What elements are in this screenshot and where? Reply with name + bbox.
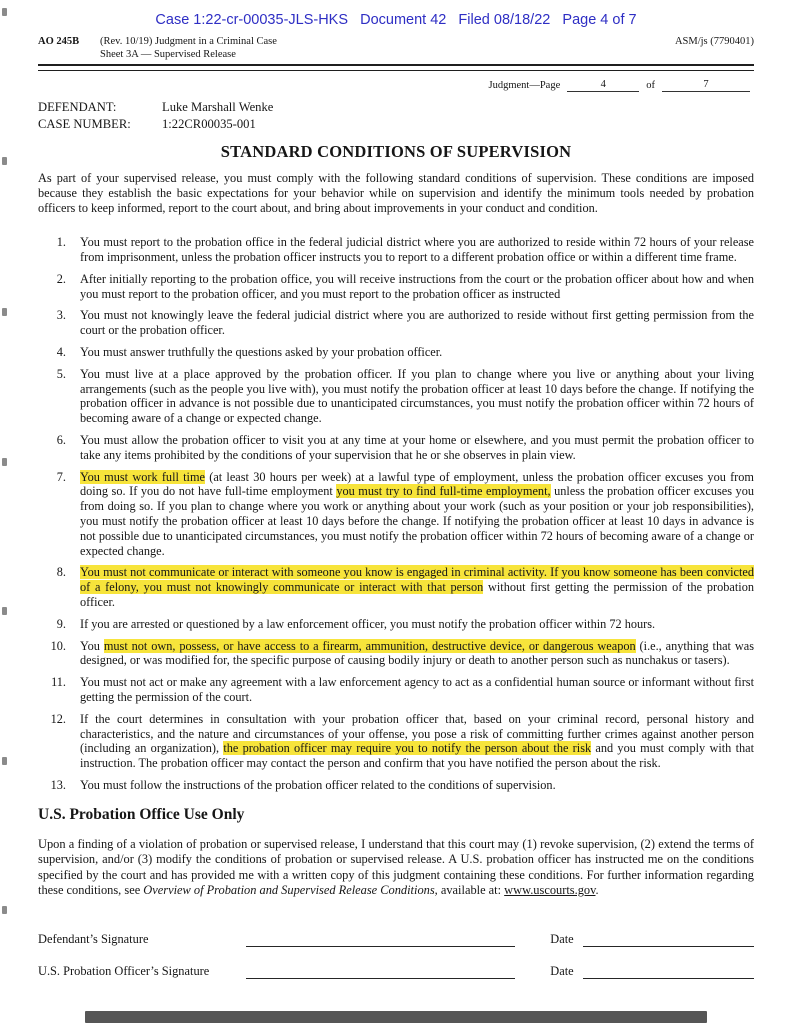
condition-text: [80, 308, 754, 338]
condition-text: [80, 712, 754, 771]
ecf-filing-stamp: Case 1:22-cr-00035-JLS-HKS Document 42 Filed 08/18/22 Page 4 of 7: [155, 12, 637, 28]
highlighted-text: You must work full time: [80, 469, 205, 484]
condition-text: [80, 235, 754, 265]
highlighted-text: the probation officer may require you to notify the person about the risk: [223, 741, 592, 756]
conditions-list: [38, 235, 754, 793]
page-title: STANDARD CONDITIONS OF SUPERVISION: [220, 142, 572, 161]
text-segment: You: [80, 638, 104, 653]
text-segment: .: [595, 883, 599, 898]
text-segment: Upon a finding of a violation of probation or supervised release, I understand that this court may (1) revoke supervision, (2) extend the terms of supervision, and/or (3) modify the conditions of probation or supervised release. A U.S. probation officer has instructed me on the conditions specified by the court and has provided me with a written copy of this judgment containing these conditions. For further information regarding these conditions, see: [38, 836, 754, 898]
scan-artifact: [2, 458, 7, 466]
condition-item: [38, 617, 754, 632]
date-line: [583, 965, 754, 979]
text-segment: (i.e., anything that was designed, or was modified for, the specific purpose of causing bodily injury or death to another person such as nunchakus or tasers).: [80, 638, 754, 668]
date-label: Date: [550, 963, 574, 978]
defendant-signature-row: [38, 932, 754, 947]
scan-artifact: [2, 8, 7, 16]
condition-item: [38, 272, 754, 302]
condition-text: [80, 675, 754, 705]
condition-item: [38, 433, 754, 463]
condition-number: 9.: [56, 616, 66, 631]
case-number-label: CASE NUMBER:: [38, 117, 131, 131]
condition-text: [80, 433, 754, 463]
form-number: AO 245B: [38, 36, 80, 47]
text-segment: You must follow the instructions of the probation officer related to the conditions of supervision.: [80, 777, 556, 792]
condition-item: [38, 565, 754, 609]
condition-number: 6.: [56, 433, 66, 448]
condition-number: 4.: [56, 345, 66, 360]
condition-text: [80, 272, 754, 302]
probation-office-paragraph: [38, 837, 754, 899]
scan-artifact: [2, 157, 7, 165]
header-divider: [38, 64, 754, 71]
condition-text: [80, 778, 754, 793]
condition-item: [38, 367, 754, 426]
condition-number: 12.: [50, 711, 66, 726]
condition-number: 5.: [56, 366, 66, 381]
form-header: [38, 35, 754, 61]
condition-number: 11.: [51, 675, 66, 690]
text-segment: (at least 30 hours per week) at a lawful type of employment, unless the probation officer excuses you from doing so. If you do not have full-time employment: [80, 469, 754, 499]
signature-label: Defendant’s Signature: [38, 931, 149, 946]
text-segment: You must not act or make any agreement with a law enforcement agency to act as a confidential human source or informant without first getting the permission of the court.: [80, 675, 754, 704]
text-segment: You must report to the probation office in the federal judicial district where you are authorized to reside within 72 hours of your release from imprisonment, unless the probation officer instructs you to report to a different probation office or within a different time frame.: [80, 235, 754, 265]
highlighted-text: you must try to find full-time employment,: [336, 484, 551, 499]
condition-item: [38, 308, 754, 338]
condition-text: [80, 367, 754, 426]
condition-number: 2.: [56, 271, 66, 286]
condition-text: [80, 470, 754, 559]
text-segment: After initially reporting to the probation office, you will receive instructions from the court or the probation officer about how and when you must report to the probation officer, and you must report to the probation officer as instructed: [80, 271, 754, 301]
text-segment: You must not knowingly leave the federal judicial district where you are authorized to reside without first getting permission from the court or the probation officer.: [80, 308, 754, 338]
condition-item: [38, 470, 754, 559]
case-info: [38, 99, 754, 133]
scanner-edge-bar: [85, 1011, 707, 1023]
form-sheet-line: Sheet 3A — Supervised Release: [100, 49, 236, 60]
condition-number: 7.: [56, 469, 66, 484]
condition-item: [38, 345, 754, 360]
scan-artifact: [2, 308, 7, 316]
scan-artifact: [2, 757, 7, 765]
condition-number: 10.: [50, 638, 66, 653]
condition-item: [38, 235, 754, 265]
text-segment: Overview of Probation and Supervised Release Conditions,: [143, 883, 438, 898]
signature-line: [246, 933, 515, 947]
text-segment: You must answer truthfully the questions asked by your probation officer.: [80, 345, 443, 360]
judgment-page-number: 4: [567, 78, 639, 92]
form-description: [100, 35, 675, 61]
intro-paragraph: As part of your supervised release, you must comply with the following standard conditions of supervision. These conditions are imposed because they establish the basic expectations for your behavior while on supervision and identify the minimum tools needed by probation officers to keep informed, report to the court about, and bring about improvements in your conduct and condition.: [38, 171, 754, 216]
condition-number: 3.: [56, 308, 66, 323]
text-segment: You must live at a place approved by the probation officer. If you plan to change where you live or anything about your living arrangements (such as the people you live with), you must notify the probation officer at least 10 days before the change. If notifying the probation officer in advance is not possible due to unanticipated circumstances, you must notify the probation officer within 72 hours of becoming aware of a change or expected change.: [80, 366, 754, 426]
text-segment: You must allow the probation officer to visit you at any time at your home or elsewhere, and you must permit the probation officer to take any items prohibited by the conditions of your supervision that he or she observes in plain view.: [80, 433, 754, 462]
condition-item: [38, 675, 754, 705]
condition-item: [38, 778, 754, 793]
officer-signature-row: [38, 964, 754, 979]
scan-artifact: [2, 906, 7, 914]
condition-item: [38, 639, 754, 669]
condition-number: 8.: [56, 565, 66, 580]
defendant-name: Luke Marshall Wenke: [162, 100, 274, 114]
clerk-code: ASM/js (7790401): [674, 36, 754, 47]
text-segment: available at:: [437, 883, 505, 898]
condition-number: 13.: [50, 777, 66, 792]
defendant-row: [38, 99, 754, 116]
judgment-page-indicator: [38, 78, 754, 92]
uscourts-link[interactable]: www.uscourts.gov: [504, 883, 596, 898]
case-number-row: [38, 116, 754, 133]
text-segment: If the court determines in consultation with your probation officer that, based on your criminal record, personal history and characteristics, and the nature and circumstances of your offense, you pose a risk of committing further crimes against another person (including an organization),: [80, 711, 754, 756]
signature-line: [246, 965, 515, 979]
text-segment: and you must comply with that instruction. The probation officer may contact the person and confirm that you have notified the person about the risk.: [80, 741, 755, 771]
condition-item: [38, 712, 754, 771]
judgment-page-label: Judgment—Page: [488, 80, 561, 91]
condition-number: 1.: [56, 235, 66, 250]
of-label: of: [646, 80, 655, 91]
highlighted-text: must not own, possess, or have access to a firearm, ammunition, destructive device, or dangerous weapon: [103, 638, 636, 653]
text-segment: If you are arrested or questioned by a law enforcement officer, you must notify the probation officer within 72 hours.: [80, 616, 656, 631]
date-line: [583, 933, 754, 947]
condition-text: [80, 617, 754, 632]
form-revision-line: (Rev. 10/19) Judgment in a Criminal Case: [100, 36, 277, 47]
case-number: 1:22CR00035-001: [162, 117, 256, 131]
condition-text: [80, 345, 754, 360]
signature-label: U.S. Probation Officer’s Signature: [38, 963, 210, 978]
condition-text: [80, 639, 754, 669]
condition-text: [80, 565, 754, 609]
probation-office-heading: U.S. Probation Office Use Only: [38, 805, 245, 823]
text-segment: unless the probation officer excuses you from doing so. If you plan to change where you work or anything about your work (such as your position or your job responsibilities), you must notify the probation officer at least 10 days before the change. If notifying the probation officer at least 10 days in advance is not possible due to unanticipated circumstances, you must notify the probation officer within 72 hours of becoming aware of a change or expected change.: [80, 484, 754, 558]
text-segment: without first getting the permission of the probation officer.: [80, 580, 754, 610]
highlighted-text: You must not communicate or interact with someone you know is engaged in criminal activity. If you know someone has been convicted of a felony, you must not knowingly communicate or interact with that person: [80, 565, 754, 595]
judgment-total-pages: 7: [662, 78, 750, 92]
scan-artifact: [2, 607, 7, 615]
date-label: Date: [550, 931, 574, 946]
defendant-label: DEFENDANT:: [38, 100, 117, 114]
